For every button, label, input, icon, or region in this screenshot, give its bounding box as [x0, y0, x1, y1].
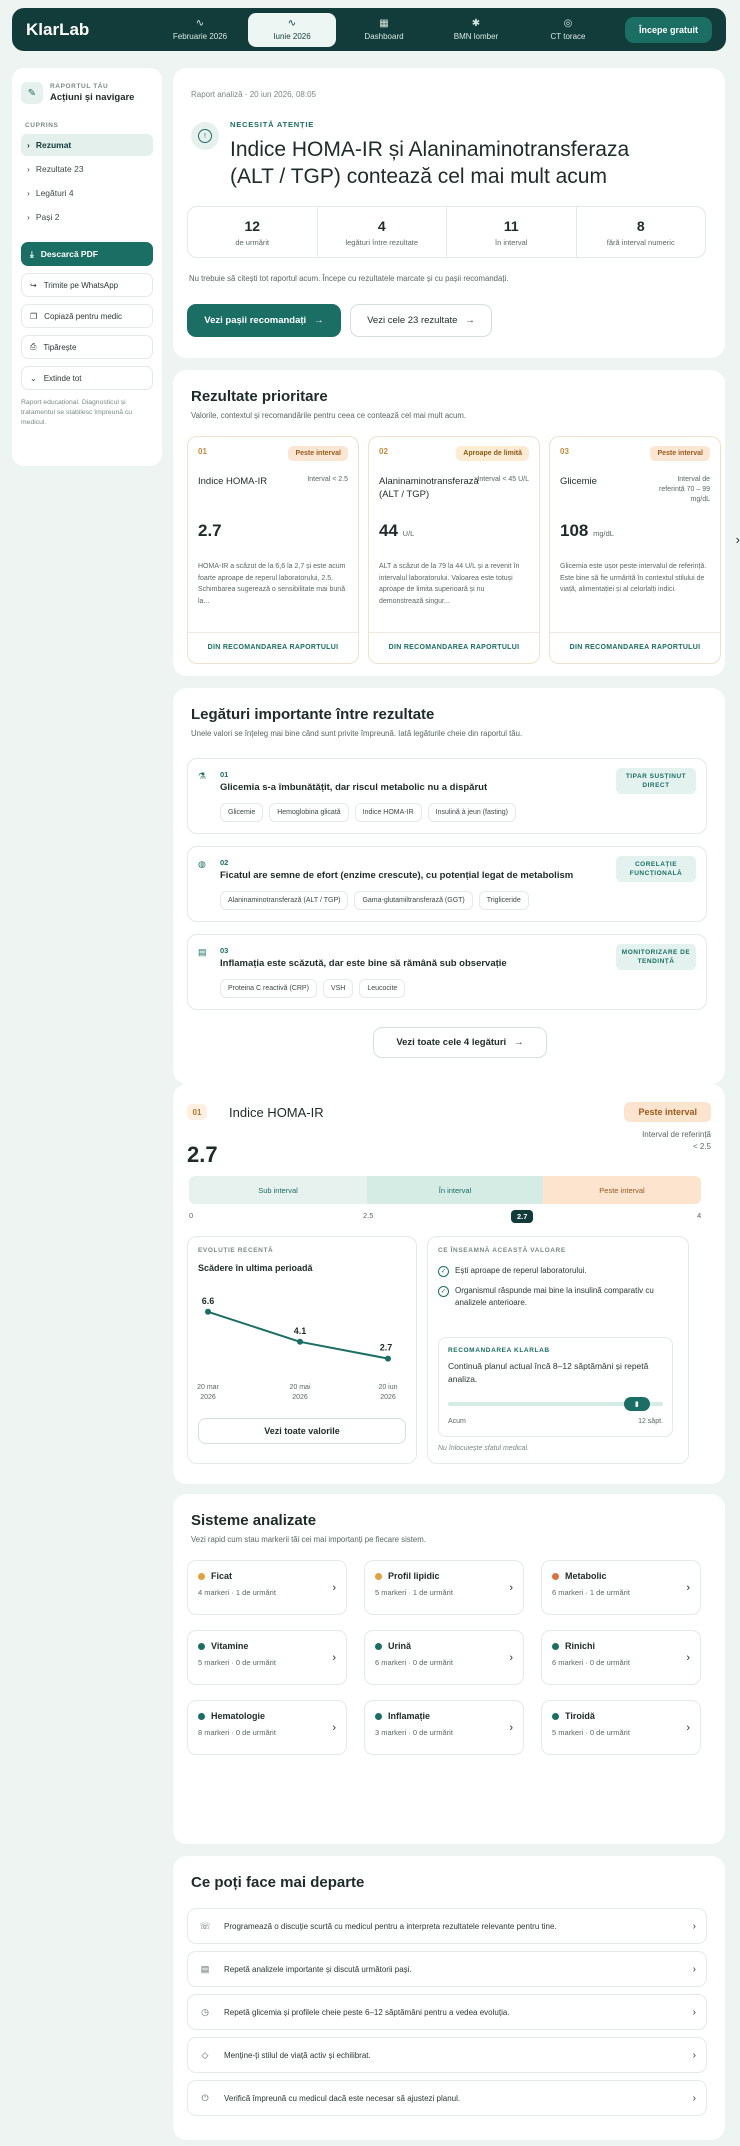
share-icon: ↪ — [30, 280, 37, 290]
chevron-right-icon: › — [692, 2092, 696, 2104]
reference-range — [642, 1129, 711, 1154]
marker-chip[interactable]: Glicemie — [220, 803, 263, 822]
next-step-item[interactable] — [187, 1951, 707, 1987]
trend-chart — [188, 1277, 418, 1437]
copy-for-doctor-button[interactable] — [21, 304, 153, 328]
chevron-right-icon: › — [27, 212, 30, 222]
value-unit: U/L — [402, 529, 415, 538]
step-text: Menține-ți stilul de viață activ și echilibrat. — [224, 2050, 371, 2060]
priority-cards — [187, 436, 740, 664]
chevron-right-icon: › — [332, 1722, 336, 1734]
chevron-right-icon: › — [332, 1582, 336, 1594]
system-meta: 6 markeri · 0 de urmărit — [552, 1658, 630, 1667]
button-label: Copiază pentru medic — [44, 311, 122, 321]
detail-title: Indice HOMA-IR — [229, 1105, 324, 1120]
link-item[interactable] — [187, 758, 707, 834]
chevron-right-icon: › — [509, 1652, 513, 1664]
section-title: Rezultate prioritare — [191, 388, 328, 405]
marker-chips — [220, 803, 516, 822]
system-name-row — [198, 1571, 336, 1581]
status-badge: Aproape de limită — [456, 446, 529, 461]
print-button[interactable] — [21, 335, 153, 359]
expand-all-button[interactable] — [21, 366, 153, 390]
system-card[interactable] — [187, 1700, 347, 1755]
trend-date-label: 20 mai — [289, 1384, 311, 1391]
status-dot — [552, 1643, 559, 1650]
system-name-row — [375, 1641, 513, 1651]
stat-number: 11 — [503, 217, 519, 234]
sidebar-item-legaturi[interactable] — [21, 182, 153, 204]
monitor-icon: ▤ — [198, 947, 207, 957]
system-meta: 5 markeri · 1 de urmărit — [375, 1588, 453, 1597]
ct-icon: ◎ — [563, 17, 573, 29]
trend-date-label: 20 iun — [378, 1384, 398, 1391]
reference-range: Interval de referință 70 – 99 mg/dL — [659, 476, 710, 504]
trend-date-label: 2026 — [292, 1394, 308, 1401]
trend-point[interactable] — [297, 1339, 303, 1345]
trend-date-label: 2026 — [380, 1394, 396, 1401]
sidebar-item-pasi[interactable] — [21, 206, 153, 228]
marker-chips — [220, 891, 529, 910]
chevron-right-icon: › — [692, 1920, 696, 1932]
homa-detail-card — [173, 1084, 725, 1484]
power-icon: ⏻ — [201, 2092, 209, 2103]
status-dot — [552, 1573, 559, 1580]
priority-results-section — [173, 370, 740, 676]
range-tick: 0 — [189, 1211, 194, 1220]
sidebar-eyebrow: RAPORTUL TĂU — [50, 83, 109, 90]
step-text: Verifică împreună cu medicul dacă este necesar să ajustezi planul. — [224, 2093, 461, 2103]
marker-name: Indice HOMA-IR — [198, 476, 268, 487]
recommendation-text: Continuă planul actual încă 8–12 săptămâni și repetă analiza. — [448, 1361, 649, 1384]
document-icon: ▤ — [200, 1963, 210, 1974]
chevron-right-icon[interactable]: › — [735, 532, 740, 547]
system-name-row — [198, 1711, 336, 1721]
system-meta: 6 markeri · 1 de urmărit — [552, 1588, 630, 1597]
marker-description: Glicemia este ușor peste intervalul de referință. Este bine să fie urmărită în contextul stilului de viață, alimentației și al celorlalți indici. — [560, 563, 707, 594]
chevron-right-icon: › — [27, 140, 30, 150]
system-meta: 8 markeri · 0 de urmărit — [198, 1728, 276, 1737]
marker-chip[interactable]: VSH — [323, 979, 353, 998]
sidebar-item-label: Rezumat — [35, 140, 72, 150]
marker-chip[interactable]: Leucocite — [359, 979, 405, 998]
next-step-item[interactable] — [187, 2037, 707, 2073]
chevron-right-icon: › — [686, 1722, 690, 1734]
tab-label: Iunie 2026 — [273, 31, 311, 41]
stat-label: legături între rezultate — [345, 237, 419, 247]
button-label: Tipărește — [43, 342, 77, 352]
recommendation-label: RECOMANDAREA KLARLAB — [448, 1347, 550, 1354]
marker-chip[interactable]: Indice HOMA-IR — [355, 803, 422, 822]
sidebar-title: Acțiuni și navigare — [50, 92, 135, 103]
tab-februarie-2026[interactable] — [156, 13, 244, 47]
chevron-right-icon: › — [509, 1582, 513, 1594]
stat-label: fără interval numeric — [606, 237, 675, 247]
divider — [550, 632, 720, 633]
status-dot — [198, 1713, 205, 1720]
link-title: Inflamația este scăzută, dar este bine să rămână sub observație — [220, 958, 507, 969]
arrow-right-icon: → — [514, 1037, 524, 1048]
report-tabs — [156, 13, 625, 47]
priority-card[interactable] — [549, 436, 740, 664]
chevron-right-icon: › — [692, 2006, 696, 2018]
link-badge: TIPAR SUSȚINUT DIRECT — [616, 768, 696, 794]
chevron-right-icon: › — [509, 1722, 513, 1734]
system-meta: 6 markeri · 0 de urmărit — [375, 1658, 453, 1667]
marker-chip[interactable]: Hemoglobina glicată — [269, 803, 348, 822]
top-navigation-bar — [12, 8, 726, 51]
section-title: Sisteme analizate — [191, 1512, 317, 1529]
system-card[interactable] — [364, 1700, 524, 1755]
section-title: Ce poți face mai departe — [191, 1874, 365, 1891]
trend-icon: ∿ — [195, 17, 205, 29]
status-dot — [552, 1713, 559, 1720]
arrow-right-icon: → — [314, 315, 324, 326]
button-label: Extinde tot — [43, 373, 82, 383]
link-title: Ficatul are semne de efort (enzime crescute), cu potențial legat de metabolism — [220, 870, 574, 881]
trend-point[interactable] — [385, 1356, 391, 1362]
priority-card[interactable] — [187, 436, 359, 664]
whatsapp-share-button[interactable] — [21, 273, 153, 297]
value-marker: 2.7 — [511, 1210, 533, 1223]
hero-hint: Nu trebuie să citești tot raportul acum. Începe cu rezultatele marcate și cu pașii recomandați. — [189, 274, 509, 283]
scan-icon: ✱ — [471, 17, 481, 29]
timeline-handle[interactable]: ▮ — [624, 1397, 650, 1411]
stat-label: în interval — [494, 237, 528, 247]
system-name: Ficat — [211, 1571, 233, 1581]
detail-number: 01 — [187, 1104, 207, 1120]
link-badge: MONITORIZARE DE TENDINȚĂ — [616, 944, 696, 970]
marker-name: Glicemie — [560, 476, 597, 487]
phone-icon: ☏ — [199, 1920, 211, 1931]
status-dot — [198, 1573, 205, 1580]
check-text: Organismul răspunde mai bine la insulină comparativ cu analizele anterioare. — [455, 1286, 654, 1307]
check-item — [438, 1265, 678, 1277]
sidebar-item-label: Pași 2 — [35, 212, 60, 222]
chevron-right-icon: › — [692, 1963, 696, 1975]
trend-label: EVOLUȚIE RECENTĂ — [198, 1247, 274, 1254]
sidebar-item-label: Legături 4 — [35, 188, 74, 198]
section-title: Legături importante între rezultate — [191, 706, 435, 723]
summary-card — [173, 68, 725, 358]
timeline-start: Acum — [448, 1418, 466, 1425]
check-text: Ești aproape de reperul laboratorului. — [455, 1266, 587, 1275]
all-values-button[interactable]: Vezi toate valorile — [198, 1418, 406, 1444]
recommendation-box — [438, 1337, 673, 1437]
system-card[interactable] — [541, 1700, 701, 1755]
copy-icon: ❐ — [30, 311, 38, 321]
value-number: 44 — [379, 521, 398, 540]
step-text: Repetă analizele importante și discută următorii pași. — [224, 1964, 412, 1974]
timeline-end: 12 săpt. — [638, 1418, 663, 1425]
range-below: Sub interval — [189, 1176, 367, 1204]
download-pdf-button[interactable] — [21, 242, 153, 266]
arrow-right-icon: → — [465, 315, 475, 326]
button-label: Vezi toate cele 4 legături — [396, 1037, 507, 1048]
system-name: Tiroidă — [565, 1711, 595, 1721]
reference-range: Interval < 45 U/L — [477, 476, 529, 483]
system-card[interactable] — [364, 1630, 524, 1685]
reference-range: Interval < 2.5 — [307, 476, 348, 483]
system-meta: 5 markeri · 0 de urmărit — [552, 1728, 630, 1737]
system-name: Vitamine — [211, 1641, 249, 1651]
stat-number: 4 — [377, 217, 386, 234]
next-step-item[interactable] — [187, 1908, 707, 1944]
marker-chip[interactable]: Gama-glutamiltransferază (GGT) — [354, 891, 472, 910]
value-unit: mg/dL — [593, 529, 614, 538]
check-icon: ✓ — [438, 1266, 449, 1277]
stat-to-watch — [188, 207, 318, 257]
reference-value: < 2.5 — [692, 1142, 711, 1152]
link-number: 03 — [220, 946, 229, 955]
recommendation-link[interactable]: DIN RECOMANDAREA RAPORTULUI — [207, 644, 339, 651]
system-name-row — [552, 1641, 690, 1651]
chevron-right-icon: › — [27, 188, 30, 198]
sidebar-item-rezumat[interactable] — [21, 134, 153, 156]
range-normal: În interval — [367, 1176, 543, 1204]
marker-chip[interactable]: Trigliceride — [479, 891, 529, 910]
chevron-down-icon: ⌄ — [30, 373, 37, 383]
attention-icon: ! — [191, 122, 219, 150]
marker-description: ALT a scăzut de la 79 la 44 U/L și a revenit în intervalul laboratorului. Valoarea este totuși aproape de limita superioară și nu demonstrează singur... — [379, 563, 520, 605]
tab-label: BMN lomber — [453, 31, 499, 41]
button-label: Vezi cele 23 rezultate — [367, 315, 458, 326]
range-above: Peste interval — [543, 1176, 701, 1204]
system-meta: 4 markeri · 1 de urmărit — [198, 1588, 276, 1597]
marker-chip[interactable]: Proteina C reactivă (CRP) — [220, 979, 317, 998]
link-number: 02 — [220, 858, 229, 867]
button-label: Descarcă PDF — [40, 249, 98, 259]
link-badge: CORELAȚIE FUNCȚIONALĂ — [616, 856, 696, 882]
next-step-item[interactable] — [187, 2080, 707, 2116]
trend-value-label: 2.7 — [379, 1342, 393, 1353]
status-badge: Peste interval — [624, 1102, 711, 1122]
marker-value — [198, 521, 222, 541]
sidebar — [12, 68, 162, 466]
stat-number: 12 — [244, 217, 261, 234]
system-card[interactable] — [364, 1560, 524, 1615]
marker-name: Alaninaminotransferază (ALT / TGP) — [379, 476, 479, 501]
trend-point[interactable] — [205, 1309, 211, 1315]
stat-in-range — [447, 207, 577, 257]
liver-icon: ◍ — [198, 859, 206, 869]
status-badge: Peste interval — [288, 446, 348, 461]
page-title: Indice HOMA-IR și Alaninaminotransferaza (ALT / TGP) contează cel mai mult acum — [230, 138, 630, 189]
meaning-points — [438, 1265, 678, 1317]
recommendation-link[interactable]: DIN RECOMANDAREA RAPORTULUI — [569, 644, 701, 651]
tab-ct-torace[interactable] — [524, 13, 612, 47]
marker-chip[interactable]: Alaninaminotransferază (ALT / TGP) — [220, 891, 348, 910]
step-text: Programează o discuție scurtă cu medicul pentru a interpreta rezultatele relevante pentru tine. — [224, 1921, 557, 1931]
chevron-right-icon: › — [692, 2049, 696, 2061]
print-icon: ⎙ — [30, 342, 37, 351]
detail-value: 2.7 — [187, 1142, 218, 1167]
meaning-panel — [427, 1236, 689, 1464]
dashboard-icon: ▦ — [379, 17, 389, 29]
value-number: 108 — [560, 521, 589, 540]
status-dot — [375, 1643, 382, 1650]
sidebar-item-rezultate[interactable] — [21, 158, 153, 180]
check-icon: ✓ — [438, 1286, 449, 1297]
status-badge: Peste interval — [650, 446, 710, 461]
stat-no-range — [577, 207, 706, 257]
system-name: Inflamație — [388, 1711, 431, 1721]
lifestyle-icon: ◇ — [201, 2049, 209, 2060]
status-dot — [198, 1643, 205, 1650]
trend-icon: ∿ — [287, 17, 297, 29]
trend-value-label: 6.6 — [201, 1295, 215, 1306]
tab-label: Dashboard — [364, 31, 404, 41]
section-subtitle: Valorile, contextul și recomandările pentru ceea ce contează cel mai mult acum. — [191, 411, 467, 420]
range-bar — [189, 1176, 701, 1204]
trend-date-label: 20 mar — [197, 1384, 219, 1391]
tab-iunie-2026[interactable] — [248, 13, 336, 47]
step-text: Repetă glicemia și profilele cheie peste 6–12 săptămâni pentru a vedea evoluția. — [224, 2007, 510, 2017]
tab-label: Februarie 2026 — [172, 31, 228, 41]
system-meta: 3 markeri · 0 de urmărit — [375, 1728, 453, 1737]
status-dot — [375, 1573, 382, 1580]
button-label: Trimite pe WhatsApp — [43, 280, 119, 290]
app-logo[interactable]: KlarLab — [26, 19, 90, 39]
status-dot — [375, 1713, 382, 1720]
attention-eyebrow: NECESITĂ ATENȚIE — [230, 120, 315, 129]
system-name: Urină — [388, 1641, 412, 1651]
link-number: 01 — [220, 770, 229, 779]
next-steps-section — [173, 1856, 725, 2140]
divider — [188, 632, 358, 633]
medical-disclaimer: Nu înlocuiește sfatul medical. — [438, 1445, 530, 1452]
all-links-button[interactable] — [373, 1027, 547, 1058]
next-step-item[interactable] — [187, 1994, 707, 2030]
system-card[interactable] — [187, 1630, 347, 1685]
reference-label: Interval de referință — [642, 1130, 711, 1139]
toc-label: CUPRINS — [25, 122, 59, 129]
divider — [369, 632, 539, 633]
sidebar-item-label: Rezultate 23 — [35, 164, 84, 174]
section-subtitle: Unele valori se înțeleg mai bine când sunt privite împreună. Iată legăturile cheie din raportul tău. — [191, 729, 523, 738]
marker-value — [560, 521, 614, 541]
clock-icon: ◷ — [201, 2006, 209, 2017]
recommended-steps-button[interactable] — [187, 304, 341, 337]
meaning-label: CE ÎNSEAMNĂ ACEASTĂ VALOARE — [438, 1247, 566, 1254]
system-name: Profil lipidic — [388, 1571, 440, 1581]
download-icon: ⤓ — [30, 248, 34, 259]
recommendation-link[interactable]: DIN RECOMANDAREA RAPORTULUI — [388, 644, 520, 651]
check-item — [438, 1285, 678, 1309]
system-name: Hematologie — [211, 1711, 266, 1721]
result-links-section — [173, 688, 725, 1084]
link-item[interactable] — [187, 846, 707, 922]
marker-description: HOMA-IR a scăzut de la 6,6 la 2,7 și este acum foarte aproape de reperul laboratorului, 2.5. Schimbarea sugerează o sensibilitate mai bună la... — [198, 563, 346, 605]
marker-value — [379, 521, 414, 541]
marker-chips — [220, 979, 405, 998]
button-label: Vezi pașii recomandați — [204, 315, 307, 326]
system-name-row — [375, 1711, 513, 1721]
card-number: 03 — [560, 447, 569, 456]
systems-section — [173, 1494, 725, 1844]
report-icon: ✎ — [21, 82, 43, 104]
tab-dashboard[interactable] — [340, 13, 428, 47]
system-meta: 5 markeri · 0 de urmărit — [198, 1658, 276, 1667]
summary-stats — [187, 206, 706, 258]
chevron-right-icon: › — [686, 1582, 690, 1594]
range-tick: 2.5 — [363, 1211, 374, 1220]
trend-value-label: 4.1 — [293, 1325, 307, 1336]
marker-chip[interactable]: Insulină à jeun (fasting) — [428, 803, 516, 822]
chevron-right-icon: › — [27, 164, 30, 174]
trend-date-label: 2026 — [200, 1394, 216, 1401]
chevron-right-icon: › — [686, 1652, 690, 1664]
system-card[interactable] — [541, 1630, 701, 1685]
system-card[interactable] — [541, 1560, 701, 1615]
stat-number: 8 — [636, 217, 645, 234]
all-results-button[interactable] — [350, 304, 492, 337]
tab-label: CT torace — [550, 31, 586, 41]
start-free-button[interactable]: Începe gratuit — [625, 17, 712, 43]
sidebar-disclaimer: Raport educațional. Diagnosticul și tratamentul se stabilesc împreună cu medicul. — [21, 399, 133, 426]
report-meta: Raport analiză · 20 iun 2026, 08:05 — [191, 90, 316, 99]
system-name-row — [552, 1711, 690, 1721]
link-item[interactable] — [187, 934, 707, 1010]
system-name: Metabolic — [565, 1571, 607, 1581]
chevron-right-icon: › — [332, 1652, 336, 1664]
range-tick: 4 — [697, 1211, 702, 1220]
card-number: 02 — [379, 447, 388, 456]
flask-icon: ⚗ — [198, 771, 207, 781]
system-name-row — [375, 1571, 513, 1581]
system-name-row — [552, 1571, 690, 1581]
card-number: 01 — [198, 447, 207, 456]
section-subtitle: Vezi rapid cum stau markerii tăi cei mai importanți pe fiecare sistem. — [191, 1535, 426, 1544]
trend-title: Scădere în ultima perioadă — [198, 1263, 313, 1273]
system-name-row — [198, 1641, 336, 1651]
link-title: Glicemia s-a îmbunătățit, dar riscul metabolic nu a dispărut — [220, 782, 488, 793]
value-number: 2.7 — [198, 521, 222, 540]
system-name: Rinichi — [565, 1641, 596, 1651]
trend-panel — [187, 1236, 417, 1464]
stat-links — [318, 207, 448, 257]
tab-bmn-lomber[interactable] — [432, 13, 520, 47]
sidebar-header — [21, 78, 153, 118]
system-card[interactable] — [187, 1560, 347, 1615]
priority-card[interactable] — [368, 436, 540, 664]
stat-label: de urmărit — [235, 237, 270, 247]
